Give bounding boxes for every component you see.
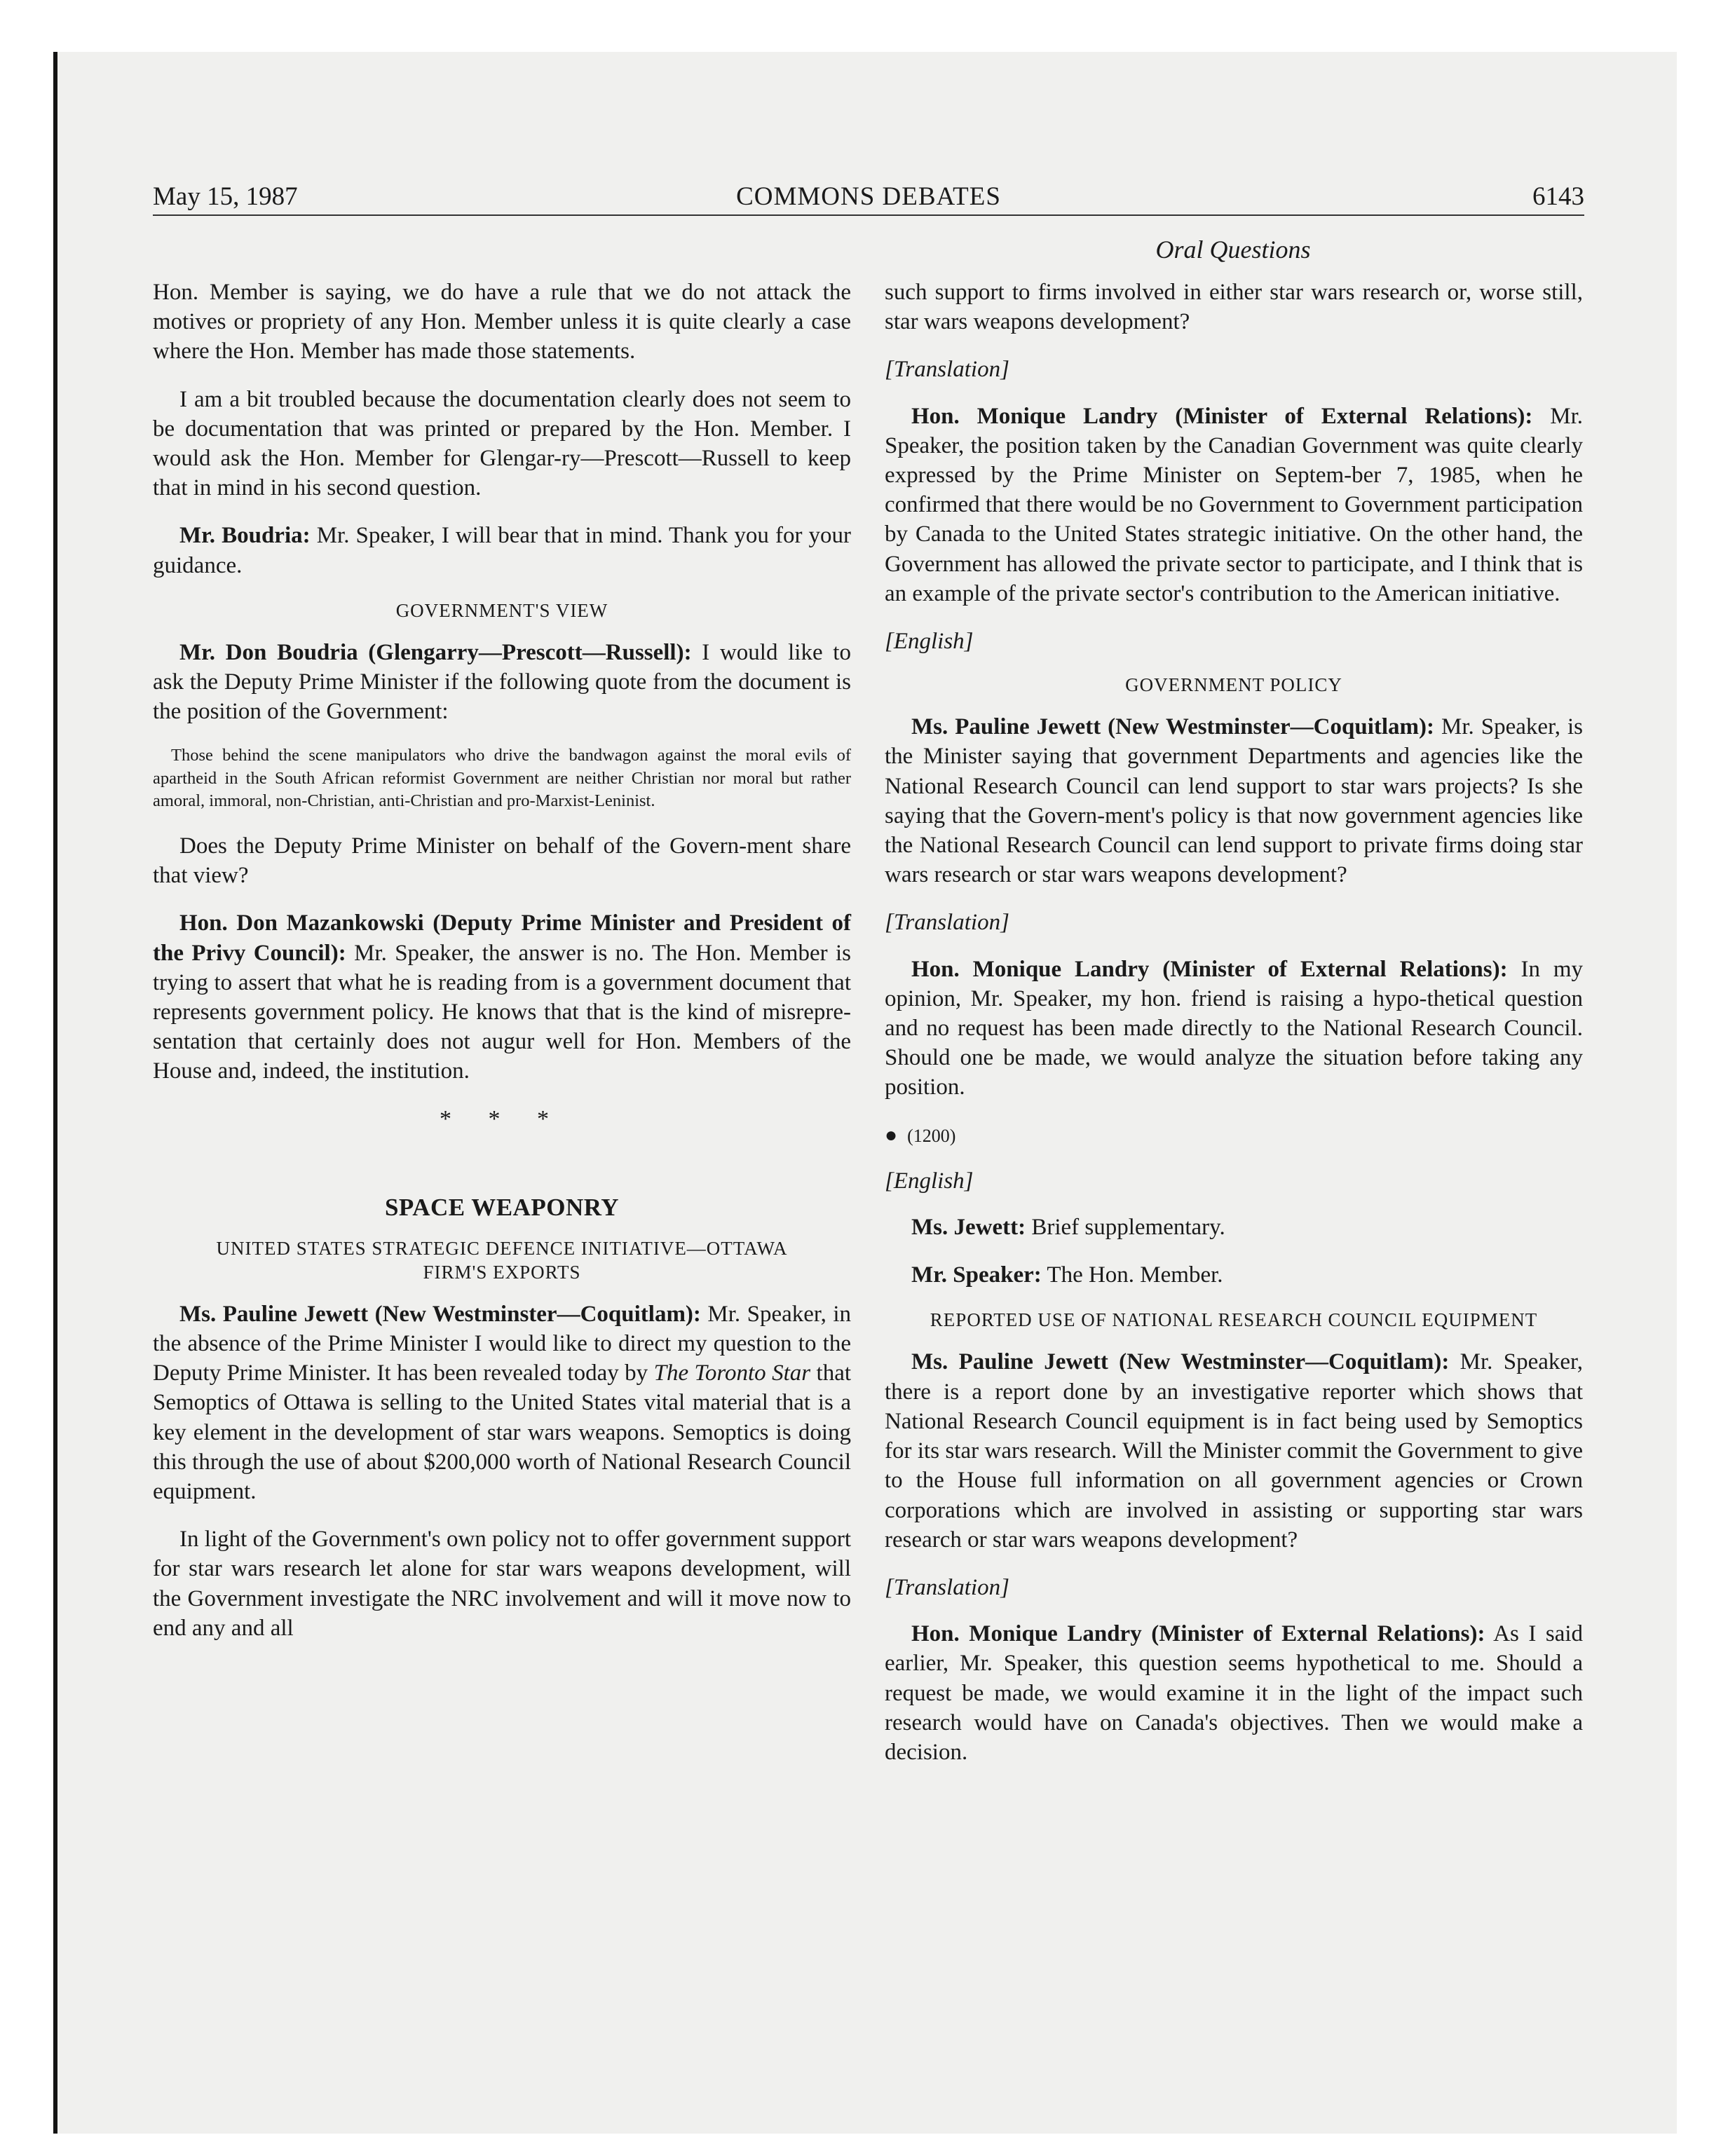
language-marker: [English]: [885, 629, 974, 655]
speech: [153, 638, 851, 727]
time-marker-text: (1200): [907, 1125, 956, 1146]
speaker-name: Ms. Jewett:: [911, 1215, 1026, 1241]
speech: [885, 712, 1583, 889]
section-separator: * * *: [440, 1105, 564, 1132]
speech-text: Mr. Speaker, is the Minister saying that government Departments and agencies like the National Research Council can lend support to star wars projects? Is she saying that the Govern-ment's policy is that now government agencies like the National Research Council can lend support to private firms doing star wars research or star wars weapons development?: [885, 714, 1583, 888]
speaker-name: Hon. Don Mazankowski (Deputy Prime Minister and President of the Privy Council):: [153, 910, 851, 966]
speaker-name: Ms. Pauline Jewett (New Westminster—Coquitlam):: [911, 714, 1435, 740]
newspaper-title: The Toronto Star: [653, 1360, 811, 1386]
speech-text: Mr. Speaker, in the absence of the Prime Minister I would like to direct my question to the Deputy Prime Minister. It has been revealed today by: [153, 1301, 851, 1386]
speech-text: Mr. Speaker, the answer is no. The Hon. Member is trying to assert that what he is reading from is a government document that represents government policy. He knows that that is the kind of misrepre-sentation that certainly does not augur well for Hon. Members of the House and, indeed, the institution.: [153, 940, 851, 1084]
speech: [153, 1299, 851, 1506]
section-subheader: Oral Questions: [1155, 236, 1311, 264]
speech-text: As I said earlier, Mr. Speaker, this question seems hypothetical to me. Should a request be made, we would examine it in the light of the impact such research would have on Canada's objectives. Then we would make a decision.: [885, 1621, 1584, 1765]
binding-edge: [53, 52, 57, 2134]
speaker-name: Mr. Don Boudria (Glengarry—Prescott—Russell):: [179, 639, 692, 665]
subsection-heading: GOVERNMENT'S VIEW: [395, 599, 608, 621]
paragraph: In light of the Government's own policy not to offer government support for star wars research let alone for star wars weapons development, will the Government investigate the NRC involvement and will it move now to end any and all: [153, 1527, 851, 1641]
speaker-name: Hon. Monique Landry (Minister of External Relations):: [911, 956, 1508, 982]
bullet-icon: ●: [885, 1123, 898, 1147]
language-marker: [Translation]: [885, 910, 1009, 936]
speaker-name: Ms. Pauline Jewett (New Westminster—Coquitlam):: [179, 1301, 701, 1327]
left-column: [153, 278, 851, 1661]
right-column: [885, 278, 1583, 1785]
speech-text: In my opinion, Mr. Speaker, my hon. friend is raising a hypo-thetical question and no request has been made directly to the National Research Council. Should one be made, we would analyze the situation before taking any position.: [885, 956, 1583, 1100]
speaker-name: Mr. Speaker:: [911, 1262, 1042, 1288]
language-marker: [English]: [885, 1168, 974, 1194]
speech-text: Mr. Speaker, there is a report done by an investigative reporter which shows that National Research Council equipment is in fact being used by Semoptics for its star wars research. Will the Minister commit the Government to give to the House full information on all government agencies or Crown corporations which are involved in assisting or supporting star wars research or star wars weapons development?: [885, 1349, 1583, 1553]
paragraph: Does the Deputy Prime Minister on behalf of the Govern-ment share that view?: [153, 833, 851, 889]
speech: [885, 1260, 1583, 1290]
speech-text: The Hon. Member.: [1041, 1262, 1223, 1288]
subsection-heading: [153, 1236, 851, 1284]
speech: [885, 955, 1583, 1103]
speaker-name: Hon. Monique Landry (Minister of External Relations):: [911, 403, 1533, 429]
page-header: [153, 179, 1584, 216]
subsection-heading: REPORTED USE OF NATIONAL RESEARCH COUNCIL EQUIPMENT: [930, 1309, 1538, 1331]
speech-text: I would like to ask the Deputy Prime Minister if the following quote from the document is the position of the Government:: [153, 639, 851, 725]
header-page-number: 6143: [1532, 182, 1584, 211]
speech-text: Brief supplementary.: [1026, 1215, 1225, 1241]
speech: [885, 1619, 1583, 1767]
subsection-heading: GOVERNMENT POLICY: [1125, 674, 1342, 696]
paragraph: I am a bit troubled because the documentation clearly does not seem to be documentation that was printed or prepared by the Hon. Member. I would ask the Hon. Member for Glengar-ry—Prescott—Russell to keep that in mind in his second question.: [153, 386, 851, 501]
header-title: COMMONS DEBATES: [736, 182, 1001, 211]
language-marker: [Translation]: [885, 357, 1009, 383]
paragraph: Hon. Member is saying, we do have a rule that we do not attack the motives or propriety of any Hon. Member unless it is quite clearly a case where the Hon. Member has made those statements.: [153, 280, 851, 364]
speaker-name: Hon. Monique Landry (Minister of External Relations):: [911, 1621, 1485, 1647]
speech: [153, 521, 851, 580]
speech-text: Mr. Speaker, the position taken by the Canadian Government was quite clearly expressed by the Prime Minister on Septem-ber 7, 1985, when he confirmed that there would be no Government to Government participation by Canada to the United States strategic initiative. On the other hand, the Government has allowed the private sector to participate, and I think that is an example of the private sector's contribution to the American initiative.: [885, 403, 1583, 606]
section-title: SPACE WEAPONRY: [384, 1193, 620, 1221]
heading-line: FIRM'S EXPORTS: [423, 1261, 581, 1283]
language-marker: [Translation]: [885, 1574, 1009, 1600]
time-marker: [885, 1121, 1583, 1151]
block-quote: Those behind the scene manipulators who drive the bandwagon against the moral evils of apartheid in the South African reformist Government are neither Christian nor moral but rather amoral, immoral, non-Christian, anti-Christian and pro-Marxist-Leninist.: [153, 746, 851, 811]
paragraph: such support to firms involved in either star wars research or, worse still, star wars weapons development?: [885, 280, 1583, 335]
speaker-name: Ms. Pauline Jewett (New Westminster—Coquitlam):: [911, 1349, 1450, 1375]
speech: [885, 1347, 1583, 1554]
speech: [885, 1213, 1583, 1242]
header-date: May 15, 1987: [153, 182, 298, 211]
speaker-name: Mr. Boudria:: [179, 523, 311, 549]
speech-text: Mr. Speaker, I will bear that in mind. Thank you for your guidance.: [153, 523, 852, 578]
heading-line: UNITED STATES STRATEGIC DEFENCE INITIATIVE—OTTAWA: [216, 1237, 788, 1259]
speech-text: that Semoptics of Ottawa is selling to the United States vital material that is a key element in the development of star wars weapons. Semoptics is doing this through the use of about $200,000 worth of National Research Council equipment.: [153, 1360, 852, 1504]
speech: [885, 402, 1583, 608]
speech: [153, 908, 851, 1086]
